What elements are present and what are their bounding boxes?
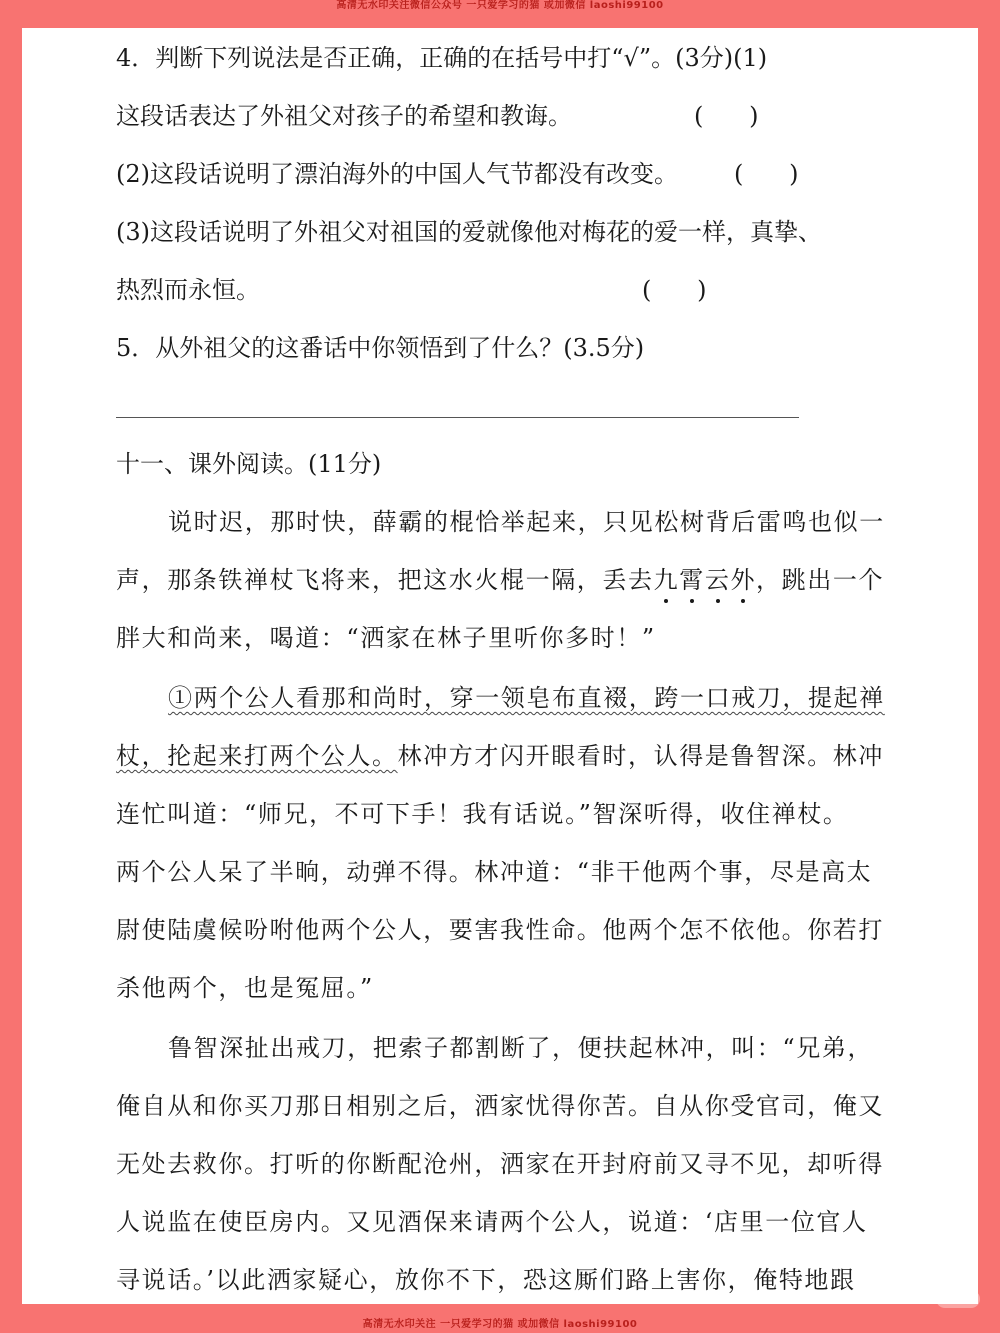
passage-p2-line-4: 两个公人呆了半晌，动弹不得。林冲道：“非干他两个事，尽是高太 bbox=[116, 858, 873, 886]
answer-writing-line[interactable] bbox=[116, 417, 799, 418]
document-page bbox=[22, 28, 978, 1304]
wavy-underlined-sentence: 杖，抡起来打两个公人。 bbox=[116, 742, 398, 770]
passage-p2-line-3: 连忙叫道：“师兄，不可下手！我有话说。”智深听得，收住禅杖。 bbox=[116, 800, 849, 828]
passage-p3-line-2: 俺自从和你买刀那日相别之后，洒家忧得你苦。自从你受官司，俺又 bbox=[116, 1092, 884, 1120]
passage-text: 声，那条铁禅杖飞将来，把这水火棍一隔，丢去 bbox=[116, 566, 654, 594]
passage-p3-line-3: 无处去救你。打听的你断配沧州，洒家在开封府前又寻不见，却听得 bbox=[116, 1150, 884, 1178]
question-5: 5．从外祖父的这番话中你领悟到了什么？(3.5分) bbox=[116, 334, 645, 362]
passage-p3-line-1: 鲁智深扯出戒刀，把索子都割断了，便扶起林冲，叫：“兄弟， bbox=[168, 1034, 874, 1062]
emphasis-char: 九 bbox=[653, 566, 680, 594]
wavy-underlined-sentence: ①两个公人看那和尚时，穿一领皂布直裰，跨一口戒刀，提起禅 bbox=[168, 684, 885, 712]
question-4-item-3-line-2: 热烈而永恒。 bbox=[116, 276, 260, 304]
passage-p2-line-2 bbox=[116, 740, 884, 772]
top-watermark-banner: 高清无水印关注微信公众号 一只爱学习的猫 或加微信 laoshi99100 bbox=[336, 0, 664, 11]
passage-p1-line-3: 胖大和尚来，喝道：“洒家在林子里听你多时！” bbox=[116, 624, 656, 652]
passage-p2-line-5: 尉使陆虞候吩咐他两个公人，要害我性命。他两个怎不依他。你若打 bbox=[116, 916, 884, 944]
passage-p3-line-4: 人说监在使臣房内。又见酒保来请两个公人，说道：‘店里一位官人 bbox=[116, 1208, 868, 1236]
answer-bracket-3[interactable]: ( ) bbox=[642, 276, 707, 304]
question-4-item-3-line-1: (3)这段话说明了外祖父对祖国的爱就像他对梅花的爱一样，真挚、 bbox=[116, 218, 822, 246]
emphasis-char: 霄 bbox=[679, 566, 705, 594]
passage-p2-line-1 bbox=[168, 682, 885, 714]
question-4-item-1: 这段话表达了外祖父对孩子的希望和教诲。 bbox=[116, 102, 572, 130]
emphasis-char: 云 bbox=[704, 566, 731, 594]
answer-bracket-1[interactable]: ( ) bbox=[694, 102, 759, 130]
passage-text: 林冲方才闪开眼看时，认得是鲁智深。林冲 bbox=[397, 742, 885, 770]
passage-text: ，跳出一个 bbox=[756, 566, 885, 594]
emphasis-char: 外 bbox=[730, 566, 757, 594]
question-4-item-2: (2)这段话说明了漂泊海外的中国人气节都没有改变。 bbox=[116, 160, 678, 188]
passage-p3-line-5: 寻说话。’以此洒家疑心，放你不下，恐这厮们路上害你，俺特地跟 bbox=[116, 1266, 856, 1294]
section-11-heading: 十一、课外阅读。(11分) bbox=[116, 450, 382, 478]
passage-p2-line-6: 杀他两个，也是冤屈。” bbox=[116, 974, 374, 1002]
passage-p1-line-2 bbox=[116, 564, 884, 596]
passage-p1-line-1: 说时迟，那时快，薛霸的棍恰举起来，只见松树背后雷鸣也似一 bbox=[168, 508, 885, 536]
corner-watermark-logo: 小红书 bbox=[936, 1290, 980, 1308]
answer-bracket-2[interactable]: ( ) bbox=[734, 160, 799, 188]
question-4-stem: 4．判断下列说法是否正确，正确的在括号中打“√”。(3分)(1) bbox=[116, 44, 768, 72]
bottom-watermark-banner: 高清无水印关注 一只爱学习的猫 或加微信 laoshi99100 bbox=[362, 1319, 638, 1330]
